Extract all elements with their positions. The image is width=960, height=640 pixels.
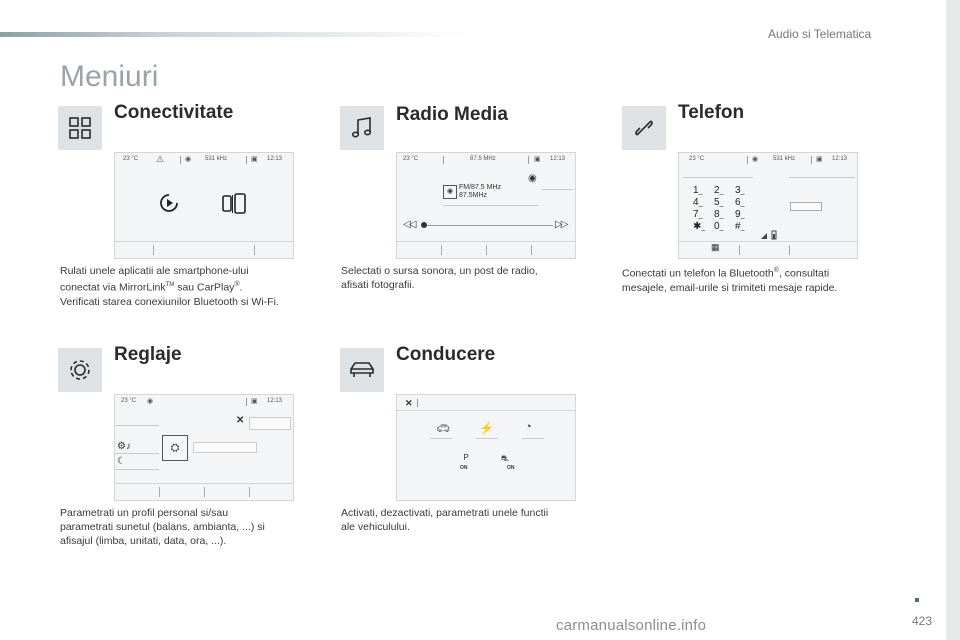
- key-7[interactable]: 7_: [693, 209, 703, 220]
- park-assist-status: ON: [460, 465, 468, 471]
- profile-field[interactable]: [193, 442, 257, 453]
- radio-signal-icon: ◉: [752, 156, 759, 163]
- night-mode-icon[interactable]: ☾: [117, 456, 126, 467]
- audio-settings-icon[interactable]: ⚙♪: [117, 441, 131, 452]
- settings-field[interactable]: [249, 417, 291, 430]
- clock: 12:13: [832, 156, 848, 162]
- seek-forward-button[interactable]: ▷▷: [555, 219, 567, 230]
- phone-handset-icon: [622, 106, 666, 150]
- description-radio: Selectati o sursa sonora, un post de radio, afisati fotografii.: [341, 265, 538, 291]
- radio-station-icon: ◉: [443, 185, 457, 199]
- lane-assist-status: ON: [507, 465, 515, 471]
- section-title-telefon: Telefon: [678, 102, 745, 123]
- key-3[interactable]: 3_: [735, 185, 745, 196]
- frequency: 531 kHz: [205, 156, 228, 162]
- car-icon: [340, 348, 384, 392]
- watermark: carmanualsonline.info: [556, 617, 707, 634]
- key-9[interactable]: 9_: [735, 209, 745, 220]
- message-icon: ▣: [534, 156, 541, 163]
- header-accent-bar: [0, 32, 470, 37]
- lane-assist-icon[interactable]: ⛐: [501, 453, 509, 463]
- temperature: 23 °C: [123, 156, 139, 162]
- screen-telefon: [678, 152, 858, 259]
- mirror-screen-icon[interactable]: [221, 193, 247, 215]
- page-marker: [915, 598, 919, 602]
- temperature: 23 °C: [121, 398, 137, 404]
- park-assist-icon[interactable]: P: [463, 453, 469, 462]
- description-conducere: Activati, dezactivati, parametrati unele functii ale vehiculului.: [341, 507, 549, 533]
- key-0[interactable]: 0_: [714, 221, 724, 232]
- description-reglaje: Parametrati un profil personal si/sau parametrati sunetul (balans, ambianta, ...) si afisajul (limba, unitati, data, ora, ...).: [60, 507, 265, 547]
- description-conectivitate: Rulati unele aplicatii ale smartphone-ului conectat via MirrorLink™ sau CarPlay®. Verificati starea conexiunilor Bluetooth si Wi-Fi.: [60, 265, 279, 308]
- status-bar: [679, 153, 857, 166]
- status-bar: [115, 395, 293, 408]
- page-number: 423: [912, 614, 933, 628]
- message-icon: ▣: [816, 156, 823, 163]
- screen-conducere: [396, 394, 576, 501]
- key-6[interactable]: 6_: [735, 197, 745, 208]
- station-name: 87.5MHz: [459, 192, 488, 199]
- station-frequency: FM/87.5 MHz: [459, 184, 502, 191]
- section-title-conectivitate: Conectivitate: [114, 102, 234, 123]
- radio-signal-icon[interactable]: ◉: [528, 173, 537, 184]
- status-bar: [397, 153, 575, 166]
- message-icon: ▣: [251, 156, 258, 163]
- screen-conectivitate: [114, 152, 294, 259]
- key-1[interactable]: 1_: [693, 185, 703, 196]
- clock: 12:13: [550, 156, 566, 162]
- signal-battery-icon: [761, 230, 779, 240]
- screen-radio: [396, 152, 576, 259]
- settings-gear-icon: [58, 348, 102, 392]
- vehicle-function-icon[interactable]: 🚗︎: [436, 423, 450, 435]
- message-icon: ▣: [251, 398, 258, 405]
- key-5[interactable]: 5_: [714, 197, 724, 208]
- driving-assist-icon[interactable]: ⚡: [479, 421, 494, 435]
- close-icon[interactable]: ✕: [405, 398, 413, 408]
- bottom-bar: [115, 241, 293, 258]
- temperature: 23 °C: [689, 156, 705, 162]
- frequency: 531 kHz: [773, 156, 796, 162]
- grid-apps-icon: [58, 106, 102, 150]
- section-title-conducere: Conducere: [396, 344, 496, 365]
- radio-signal-icon: ◉: [147, 398, 154, 405]
- frequency-slider-handle[interactable]: [421, 222, 427, 228]
- description-telefon: Conectati un telefon la Bluetooth®, consultati mesajele, email-urile si trimiteti mesaje rapide.: [622, 267, 838, 294]
- clock: 12:13: [267, 156, 283, 162]
- dial-keypad: [693, 185, 755, 232]
- play-app-icon[interactable]: [159, 193, 179, 213]
- bottom-bar: [115, 483, 293, 500]
- page-title: Meniuri: [60, 60, 159, 93]
- frequency: 87.5 MHz: [470, 156, 496, 162]
- key-hash[interactable]: #_: [735, 221, 745, 232]
- section-title-radio: Radio Media: [396, 104, 508, 125]
- key-4[interactable]: 4_: [693, 197, 703, 208]
- temperature: 23 °C: [403, 156, 419, 162]
- bottom-bar: [679, 241, 857, 258]
- key-2[interactable]: 2_: [714, 185, 724, 196]
- section-title-reglaje: Reglaje: [114, 344, 182, 365]
- music-note-icon: [340, 106, 384, 150]
- keypad-icon[interactable]: ▦: [711, 242, 720, 252]
- number-field[interactable]: [790, 202, 822, 211]
- seek-back-button[interactable]: ◁◁: [403, 219, 415, 230]
- close-icon[interactable]: ✕: [236, 415, 245, 426]
- speed-gauge-icon[interactable]: ◔: [525, 421, 532, 433]
- warning-icon: ⚠: [156, 154, 165, 164]
- key-8[interactable]: 8_: [714, 209, 724, 220]
- right-edge-bar: [946, 0, 960, 640]
- key-star[interactable]: ✱_: [693, 221, 706, 232]
- bottom-bar: [397, 241, 575, 258]
- user-profile-icon[interactable]: ⛭: [162, 435, 188, 461]
- clock: 12:13: [267, 398, 283, 404]
- screen-reglaje: [114, 394, 294, 501]
- radio-signal-icon: ◉: [185, 156, 192, 163]
- header-label: Audio si Telematica: [768, 27, 872, 41]
- status-bar: [115, 153, 293, 166]
